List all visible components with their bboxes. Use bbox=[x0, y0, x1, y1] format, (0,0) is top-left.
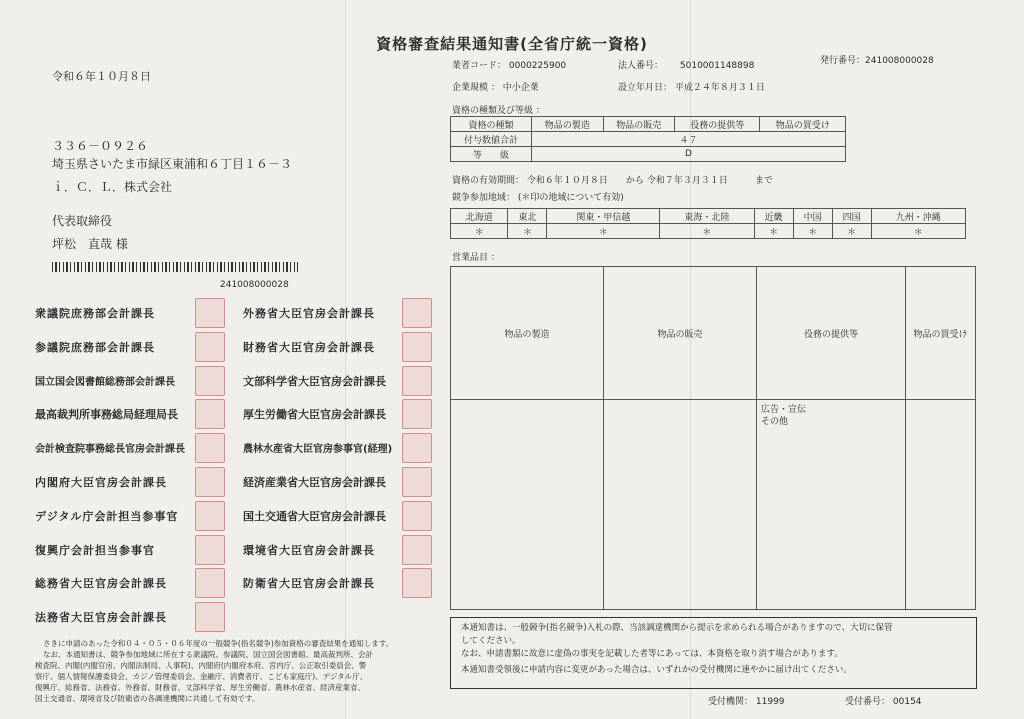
representative-name: 坪松 直哉 様 bbox=[52, 237, 128, 251]
items-cell bbox=[451, 400, 604, 610]
region-name: 近畿 bbox=[754, 209, 793, 224]
footer-line: 国土交通省、環境省及び防衛省の各調達機関に共通して有効です。 bbox=[35, 694, 260, 703]
footer-line: 察庁、個人情報保護委員会、カジノ管理委員会、金融庁、消費者庁、こども家庭庁)、デジタル庁、 bbox=[35, 672, 368, 681]
region-mark: ＊ bbox=[451, 224, 508, 239]
grade-header: 物品の販売 bbox=[603, 117, 675, 132]
issue-number: 発行番号：241008000028 bbox=[820, 56, 934, 66]
region-mark: ＊ bbox=[754, 224, 793, 239]
official-seal-icon bbox=[402, 568, 432, 598]
official-name: 農林水産省大臣官房参事官(経理) bbox=[243, 444, 393, 455]
items-header: 物品の買受け bbox=[906, 267, 976, 400]
customer-barcode bbox=[52, 262, 298, 272]
barcode-number: 241008000028 bbox=[220, 280, 289, 290]
notice-line: 本通知書受領後に申請内容に変更があった場合は、いずれかの受付機関に速やかに届け出てください。 bbox=[461, 665, 852, 675]
company-scale: 企業規模 ： 中小企業 bbox=[452, 83, 539, 93]
notice-line: してください。 bbox=[461, 636, 521, 646]
official-name: 厚生労働省大臣官房会計課長 bbox=[243, 408, 386, 421]
region-name: 四国 bbox=[832, 209, 871, 224]
official-name: 復興庁会計担当参事官 bbox=[35, 544, 155, 557]
items-header: 物品の販売 bbox=[604, 267, 757, 400]
rank-label: 等 級 bbox=[451, 147, 532, 162]
items-label: 営業品目 ： bbox=[452, 253, 500, 263]
items-cell bbox=[604, 400, 757, 610]
official-name: 会計検査院事務総長官房会計課長 bbox=[35, 444, 185, 455]
official-name: 経済産業省大臣官房会計課長 bbox=[243, 476, 386, 489]
service-item: 広告・宣伝 bbox=[761, 405, 807, 416]
points-value: ４７ bbox=[532, 132, 846, 147]
notice-line: 本通知書は、一般競争(指名競争)入札の際、当該調達機関から提示を求められる場合がありますので、大切に保管 bbox=[461, 623, 893, 633]
official-seal-icon bbox=[195, 332, 225, 362]
official-name: 外務省大臣官房会計課長 bbox=[243, 307, 375, 320]
region-mark: ＊ bbox=[793, 224, 832, 239]
region-name: 東海・北陸 bbox=[660, 209, 754, 224]
region-mark: ＊ bbox=[871, 224, 965, 239]
official-seal-icon bbox=[195, 602, 225, 632]
region-name: 東北 bbox=[508, 209, 547, 224]
official-name: デジタル庁会計担当参事官 bbox=[35, 510, 179, 523]
official-name: 財務省大臣官房会計課長 bbox=[243, 341, 375, 354]
official-seal-icon bbox=[195, 399, 225, 429]
hojin-number: 法人番号： 5010001148898 bbox=[618, 61, 755, 71]
issue-date: 令和６年１０月８日 bbox=[52, 70, 151, 83]
company-name: ｉ．Ｃ．Ｌ．株式会社 bbox=[52, 180, 173, 194]
official-seal-icon bbox=[195, 501, 225, 531]
service-items-cell bbox=[757, 400, 906, 610]
official-name: 文部科学省大臣官房会計課長 bbox=[243, 375, 386, 388]
official-name: 最高裁判所事務総局経理局長 bbox=[35, 408, 178, 421]
reception-agency: 受付機関： 11999 bbox=[708, 697, 785, 707]
gyosha-code: 業者コード： 0000225900 bbox=[452, 61, 567, 71]
region-name: 北海道 bbox=[451, 209, 508, 224]
official-name: 防衛省大臣官房会計課長 bbox=[243, 577, 375, 590]
zip-code: ３３６－０９２６ bbox=[52, 139, 149, 153]
official-name: 内閣府大臣官房会計課長 bbox=[35, 476, 167, 489]
points-label: 付与数値合計 bbox=[451, 132, 532, 147]
footer-line: 復興庁、総務省、法務省、外務省、財務省、文部科学省、厚生労働省、農林水産省、経済産業省、 bbox=[35, 683, 365, 692]
region-mark: ＊ bbox=[547, 224, 660, 239]
notice-line: なお、申請書類に故意に虚偽の事実を記載した者等にあっては、本資格を取り消す場合があります。 bbox=[461, 649, 843, 659]
official-seal-icon bbox=[402, 535, 432, 565]
grade-header: 資格の種類 bbox=[451, 117, 532, 132]
reception-number: 受付番号： 00154 bbox=[845, 697, 922, 707]
official-seal-icon bbox=[195, 535, 225, 565]
representative-title: 代表取締役 bbox=[52, 214, 113, 228]
validity-period: 資格の有効期間： 令和６年１０月８日 から 令和７年３月３１日 まで bbox=[452, 176, 773, 186]
official-seal-icon bbox=[402, 467, 432, 497]
grade-header: 物品の買受け bbox=[760, 117, 846, 132]
items-table bbox=[450, 266, 976, 610]
region-table bbox=[450, 208, 966, 239]
official-seal-icon bbox=[402, 366, 432, 396]
region-name: 九州・沖縄 bbox=[871, 209, 965, 224]
official-name: 環境省大臣官房会計課長 bbox=[243, 544, 375, 557]
rank-value: D bbox=[532, 147, 846, 162]
region-mark: ＊ bbox=[660, 224, 754, 239]
region-name: 中国 bbox=[793, 209, 832, 224]
footer-line: 検査院、内閣(内閣官房、内閣法制局、人事院)、内閣府(内閣府本府、宮内庁、公正取引委員会、警 bbox=[35, 661, 367, 670]
official-seal-icon bbox=[402, 433, 432, 463]
grade-header: 役務の提供等 bbox=[675, 117, 760, 132]
footer-line: さきに申請のあった令和０４・０５・０６年度の一般競争(指名競争)参加資格の審査結果を通知します。 bbox=[43, 639, 394, 648]
founded-date: 設立年月日： 平成２４年８月３１日 bbox=[618, 83, 765, 93]
official-name: 参議院庶務部会計課長 bbox=[35, 341, 155, 354]
grade-header: 物品の製造 bbox=[532, 117, 604, 132]
footer-notes bbox=[35, 638, 435, 704]
official-name: 衆議院庶務部会計課長 bbox=[35, 307, 155, 320]
official-seal-icon bbox=[195, 433, 225, 463]
document-title: 資格審査結果通知書(全省庁統一資格) bbox=[376, 35, 648, 53]
region-mark: ＊ bbox=[508, 224, 547, 239]
region-mark: ＊ bbox=[832, 224, 871, 239]
official-seal-icon bbox=[195, 366, 225, 396]
footer-line: なお、本通知書は、競争参加地域に所在する衆議院、参議院、国立国会図書館、最高裁判所、会計 bbox=[43, 650, 373, 659]
address: 埼玉県さいたま市緑区東浦和６丁目１６－３ bbox=[52, 157, 293, 171]
grade-table bbox=[450, 116, 846, 162]
items-header: 役務の提供等 bbox=[757, 267, 906, 400]
region-label: 競争参加地域： (＊印の地域について有効) bbox=[452, 193, 624, 203]
official-seal-icon bbox=[402, 501, 432, 531]
official-name: 法務省大臣官房会計課長 bbox=[35, 611, 167, 624]
official-seal-icon bbox=[195, 568, 225, 598]
official-seal-icon bbox=[402, 332, 432, 362]
items-header: 物品の製造 bbox=[451, 267, 604, 400]
official-seal-icon bbox=[195, 298, 225, 328]
official-seal-icon bbox=[195, 467, 225, 497]
items-cell bbox=[906, 400, 976, 610]
official-name: 国土交通省大臣官房会計課長 bbox=[243, 510, 386, 523]
grade-label: 資格の種類及び等級 ： bbox=[452, 106, 545, 116]
region-name: 関東・甲信越 bbox=[547, 209, 660, 224]
service-item: その他 bbox=[761, 417, 789, 428]
official-name: 総務省大臣官房会計課長 bbox=[35, 577, 167, 590]
official-name: 国立国会図書館総務部会計課長 bbox=[35, 377, 175, 388]
official-seal-icon bbox=[402, 298, 432, 328]
official-seal-icon bbox=[402, 399, 432, 429]
notice-box bbox=[450, 617, 977, 689]
